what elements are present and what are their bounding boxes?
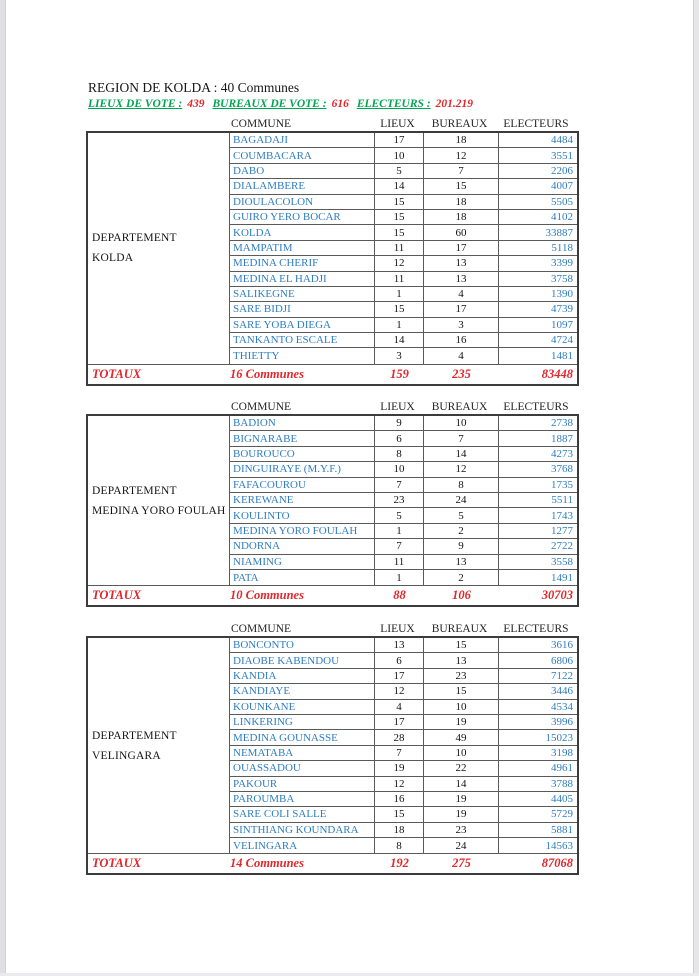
totals-row — [88, 853, 577, 873]
table-row — [230, 715, 577, 730]
electeurs-count-cell: 3558 — [551, 555, 573, 568]
lieux-count-cell: 8 — [375, 447, 424, 461]
electeurs-count-cell: 3616 — [551, 639, 573, 652]
lieux-count-cell: 11 — [375, 272, 424, 286]
electeurs-count-cell: 1887 — [551, 432, 573, 445]
electeurs-count-cell: 2206 — [551, 164, 573, 177]
electeurs-count-cell: 5881 — [551, 823, 573, 836]
commune-name-cell: DIAOBE KABENDOU — [230, 653, 375, 667]
electeurs-count-cell: 5729 — [551, 808, 573, 821]
lieux-count-cell: 3 — [375, 348, 424, 363]
totals-label: TOTAUX — [92, 856, 142, 871]
commune-name-cell: BONCONTO — [230, 638, 375, 652]
electeurs-count-cell: 1491 — [551, 571, 573, 584]
commune-name-cell: VELINGARA — [230, 838, 375, 853]
bureaux-count-cell: 15 — [424, 638, 499, 652]
electeurs-count-cell: 1735 — [551, 478, 573, 491]
table-row — [230, 524, 577, 539]
commune-name-cell: NDORNA — [230, 539, 375, 553]
bureaux-count-cell: 17 — [424, 241, 499, 255]
electeurs-count-cell: 4273 — [551, 447, 573, 460]
totals-lieux: 192 — [390, 856, 409, 871]
column-header-electeurs: ELECTEURS — [503, 623, 569, 635]
commune-name-cell: BADION — [230, 416, 375, 430]
lieux-count-cell: 8 — [375, 838, 424, 853]
table-row — [230, 838, 577, 853]
table-row — [230, 302, 577, 317]
electeurs-count-cell: 1481 — [551, 350, 573, 363]
lieux-count-cell: 12 — [375, 684, 424, 698]
commune-name-cell: OUASSADOU — [230, 761, 375, 775]
lieux-count-cell: 12 — [375, 777, 424, 791]
commune-name-cell: BOUROUCO — [230, 447, 375, 461]
lieux-count-cell: 15 — [375, 225, 424, 239]
department-section-velingara — [86, 622, 579, 875]
commune-name-cell: TANKANTO ESCALE — [230, 333, 375, 347]
table-row — [230, 416, 577, 431]
bureaux-count-cell: 13 — [424, 272, 499, 286]
lieux-count-cell: 1 — [375, 524, 424, 538]
lieux-count-cell: 5 — [375, 508, 424, 522]
totals-bureaux: 235 — [452, 366, 471, 381]
electeurs-count-cell: 7122 — [551, 669, 573, 682]
bureaux-count-cell: 10 — [424, 700, 499, 714]
lieux-count-cell: 7 — [375, 746, 424, 760]
table-row — [230, 272, 577, 287]
bureaux-count-cell: 23 — [424, 823, 499, 837]
table-row — [230, 792, 577, 807]
commune-name-cell: SARE YOBA DIEGA — [230, 318, 375, 332]
electeurs-count-cell: 14563 — [545, 839, 573, 852]
lieux-count-cell: 10 — [375, 148, 424, 162]
bureaux-de-vote-value: 616 — [331, 98, 349, 110]
lieux-de-vote-label: LIEUX DE VOTE : — [88, 98, 183, 110]
lieux-count-cell: 6 — [375, 653, 424, 667]
bureaux-count-cell: 19 — [424, 792, 499, 806]
bureaux-count-cell: 14 — [424, 447, 499, 461]
table-row — [230, 555, 577, 570]
table-row — [230, 539, 577, 554]
electeurs-count-cell: 6806 — [551, 654, 573, 667]
commune-name-cell: SALIKEGNE — [230, 287, 375, 301]
commune-name-cell: SINTHIANG KOUNDARA — [230, 823, 375, 837]
electeurs-count-cell: 4724 — [551, 334, 573, 347]
totals-row — [88, 364, 577, 384]
column-header-row — [86, 622, 579, 636]
column-header-electeurs: ELECTEURS — [503, 118, 569, 130]
table-row — [230, 431, 577, 446]
commune-name-cell: DIALAMBERE — [230, 179, 375, 193]
lieux-de-vote-value: 439 — [187, 98, 205, 110]
totals-lieux: 88 — [393, 588, 406, 603]
bureaux-count-cell: 17 — [424, 302, 499, 316]
table-row — [230, 653, 577, 668]
bureaux-count-cell: 10 — [424, 416, 499, 430]
bureaux-count-cell: 19 — [424, 715, 499, 729]
electeurs-count-cell: 4484 — [551, 134, 573, 147]
commune-name-cell: LINKERING — [230, 715, 375, 729]
bureaux-count-cell: 12 — [424, 462, 499, 476]
bureaux-count-cell: 4 — [424, 287, 499, 301]
bureaux-count-cell: 13 — [424, 653, 499, 667]
bureaux-count-cell: 49 — [424, 730, 499, 744]
table-row — [230, 730, 577, 745]
totals-bureaux: 275 — [452, 856, 471, 871]
column-header-bureaux: BUREAUX — [431, 118, 488, 130]
lieux-count-cell: 23 — [375, 493, 424, 507]
column-header-bureaux: BUREAUX — [431, 623, 488, 635]
commune-name-cell: MAMPATIM — [230, 241, 375, 255]
column-header-row — [86, 117, 579, 131]
commune-name-cell: MEDINA YORO FOULAH — [230, 524, 375, 538]
lieux-count-cell: 1 — [375, 570, 424, 585]
department-label — [88, 416, 230, 585]
electeurs-count-cell: 1277 — [551, 524, 573, 537]
column-header-commune: COMMUNE — [231, 401, 292, 413]
table-row — [230, 570, 577, 585]
lieux-count-cell: 17 — [375, 715, 424, 729]
commune-name-cell: FAFACOUROU — [230, 478, 375, 492]
department-label-line: VELINGARA — [92, 749, 161, 762]
bureaux-count-cell: 7 — [424, 164, 499, 178]
bureaux-count-cell: 23 — [424, 669, 499, 683]
column-header-row — [86, 400, 579, 414]
department-table — [86, 131, 579, 386]
commune-name-cell: SARE BIDJI — [230, 302, 375, 316]
electeurs-label: ELECTEURS : — [356, 98, 431, 110]
bureaux-count-cell: 7 — [424, 431, 499, 445]
lieux-count-cell: 12 — [375, 256, 424, 270]
lieux-count-cell: 15 — [375, 195, 424, 209]
commune-name-cell: DINGUIRAYE (M.Y.F.) — [230, 462, 375, 476]
lieux-count-cell: 4 — [375, 700, 424, 714]
electeurs-count-cell: 4534 — [551, 700, 573, 713]
totals-communes: 14 Communes — [230, 856, 304, 871]
table-row — [230, 241, 577, 256]
department-label-line: DEPARTEMENT — [92, 729, 177, 742]
table-row — [230, 638, 577, 653]
electeurs-count-cell: 3996 — [551, 716, 573, 729]
electeurs-count-cell: 1097 — [551, 318, 573, 331]
table-row — [230, 195, 577, 210]
bureaux-count-cell: 13 — [424, 555, 499, 569]
department-table — [86, 636, 579, 875]
commune-name-cell: THIETTY — [230, 348, 375, 363]
electeurs-count-cell: 3768 — [551, 463, 573, 476]
bureaux-count-cell: 24 — [424, 493, 499, 507]
table-row — [230, 493, 577, 508]
commune-name-cell: MEDINA GOUNASSE — [230, 730, 375, 744]
lieux-count-cell: 11 — [375, 241, 424, 255]
commune-name-cell: KOLDA — [230, 225, 375, 239]
bureaux-count-cell: 8 — [424, 478, 499, 492]
bureaux-count-cell: 13 — [424, 256, 499, 270]
bureaux-count-cell: 60 — [424, 225, 499, 239]
summary-line — [88, 98, 481, 110]
electeurs-count-cell: 3399 — [551, 257, 573, 270]
electeurs-count-cell: 33887 — [545, 226, 573, 239]
commune-name-cell: PATA — [230, 570, 375, 585]
department-label — [88, 133, 230, 364]
scan-edge-left — [0, 0, 6, 976]
commune-name-cell: KANDIA — [230, 669, 375, 683]
table-row — [230, 447, 577, 462]
electeurs-count-cell: 3788 — [551, 777, 573, 790]
table-row — [230, 746, 577, 761]
electeurs-count-cell: 5511 — [551, 494, 573, 507]
page-title: REGION DE KOLDA : 40 Communes — [88, 80, 300, 95]
bureaux-count-cell: 15 — [424, 179, 499, 193]
commune-name-cell: BAGADAJI — [230, 133, 375, 147]
scan-edge-right — [693, 0, 699, 976]
commune-rows — [230, 638, 577, 853]
table-row — [230, 133, 577, 148]
department-label-line: MEDINA YORO FOULAH — [92, 504, 226, 517]
totals-label: TOTAUX — [92, 588, 142, 603]
lieux-count-cell: 6 — [375, 431, 424, 445]
bureaux-count-cell: 19 — [424, 807, 499, 821]
commune-name-cell: DABO — [230, 164, 375, 178]
lieux-count-cell: 15 — [375, 210, 424, 224]
lieux-count-cell: 11 — [375, 555, 424, 569]
column-header-lieux: LIEUX — [380, 623, 415, 635]
electeurs-count-cell: 15023 — [545, 731, 573, 744]
bureaux-count-cell: 24 — [424, 838, 499, 853]
lieux-count-cell: 19 — [375, 761, 424, 775]
lieux-count-cell: 5 — [375, 164, 424, 178]
column-header-electeurs: ELECTEURS — [503, 401, 569, 413]
bureaux-count-cell: 14 — [424, 777, 499, 791]
commune-name-cell: BIGNARABE — [230, 431, 375, 445]
totals-electeurs: 83448 — [541, 366, 573, 381]
commune-name-cell: PAKOUR — [230, 777, 375, 791]
table-row — [230, 508, 577, 523]
bureaux-count-cell: 16 — [424, 333, 499, 347]
electeurs-count-cell: 4007 — [551, 180, 573, 193]
table-row — [230, 700, 577, 715]
column-header-bureaux: BUREAUX — [431, 401, 488, 413]
bureaux-count-cell: 18 — [424, 133, 499, 147]
table-row — [230, 684, 577, 699]
electeurs-count-cell: 3551 — [551, 149, 573, 162]
commune-name-cell: KEREWANE — [230, 493, 375, 507]
department-label — [88, 638, 230, 853]
bureaux-count-cell: 4 — [424, 348, 499, 363]
department-section-medina-yoro-foulah — [86, 400, 579, 607]
column-header-lieux: LIEUX — [380, 401, 415, 413]
bureaux-count-cell: 2 — [424, 570, 499, 585]
table-row — [230, 761, 577, 776]
table-row — [230, 669, 577, 684]
column-header-commune: COMMUNE — [231, 118, 292, 130]
commune-name-cell: PAROUMBA — [230, 792, 375, 806]
lieux-count-cell: 17 — [375, 669, 424, 683]
commune-name-cell: DIOULACOLON — [230, 195, 375, 209]
table-row — [230, 225, 577, 240]
bureaux-count-cell: 3 — [424, 318, 499, 332]
bureaux-de-vote-label: BUREAUX DE VOTE : — [212, 98, 327, 110]
totals-row — [88, 585, 577, 605]
lieux-count-cell: 15 — [375, 302, 424, 316]
electeurs-count-cell: 5118 — [551, 241, 573, 254]
table-row — [230, 164, 577, 179]
commune-name-cell: KANDIAYE — [230, 684, 375, 698]
bureaux-count-cell: 15 — [424, 684, 499, 698]
table-row — [230, 148, 577, 163]
electeurs-count-cell: 4961 — [551, 762, 573, 775]
lieux-count-cell: 15 — [375, 807, 424, 821]
commune-name-cell: KOULINTO — [230, 508, 375, 522]
bureaux-count-cell: 18 — [424, 195, 499, 209]
bureaux-count-cell: 12 — [424, 148, 499, 162]
department-label-line: KOLDA — [92, 252, 134, 265]
commune-name-cell: COUMBACARA — [230, 148, 375, 162]
bureaux-count-cell: 9 — [424, 539, 499, 553]
lieux-count-cell: 1 — [375, 287, 424, 301]
bureaux-count-cell: 2 — [424, 524, 499, 538]
bureaux-count-cell: 10 — [424, 746, 499, 760]
commune-rows — [230, 133, 577, 364]
commune-name-cell: NEMATABA — [230, 746, 375, 760]
lieux-count-cell: 1 — [375, 318, 424, 332]
electeurs-count-cell: 2722 — [551, 540, 573, 553]
commune-name-cell: NIAMING — [230, 555, 375, 569]
department-label-line: DEPARTEMENT — [92, 232, 177, 245]
lieux-count-cell: 28 — [375, 730, 424, 744]
column-header-commune: COMMUNE — [231, 623, 292, 635]
lieux-count-cell: 9 — [375, 416, 424, 430]
department-label-line: DEPARTEMENT — [92, 484, 177, 497]
commune-name-cell: SARE COLI SALLE — [230, 807, 375, 821]
totals-communes: 10 Communes — [230, 588, 304, 603]
totals-electeurs: 30703 — [541, 588, 573, 603]
table-row — [230, 462, 577, 477]
totals-bureaux: 106 — [452, 588, 471, 603]
department-section-kolda — [86, 117, 579, 386]
department-table — [86, 414, 579, 607]
electeurs-count-cell: 1743 — [551, 509, 573, 522]
table-row — [230, 318, 577, 333]
lieux-count-cell: 13 — [375, 638, 424, 652]
electeurs-count-cell: 3446 — [551, 685, 573, 698]
lieux-count-cell: 16 — [375, 792, 424, 806]
table-row — [230, 210, 577, 225]
lieux-count-cell: 17 — [375, 133, 424, 147]
lieux-count-cell: 14 — [375, 333, 424, 347]
column-header-lieux: LIEUX — [380, 118, 415, 130]
table-row — [230, 179, 577, 194]
electeurs-count-cell: 4405 — [551, 793, 573, 806]
table-row — [230, 348, 577, 363]
electeurs-value: 201.219 — [435, 98, 473, 110]
table-row — [230, 823, 577, 838]
electeurs-count-cell: 4102 — [551, 211, 573, 224]
table-row — [230, 777, 577, 792]
table-row — [230, 256, 577, 271]
bureaux-count-cell: 18 — [424, 210, 499, 224]
electeurs-count-cell: 3198 — [551, 746, 573, 759]
lieux-count-cell: 18 — [375, 823, 424, 837]
table-row — [230, 287, 577, 302]
lieux-count-cell: 10 — [375, 462, 424, 476]
totals-communes: 16 Communes — [230, 366, 304, 381]
lieux-count-cell: 7 — [375, 539, 424, 553]
electeurs-count-cell: 4739 — [551, 303, 573, 316]
commune-name-cell: GUIRO YERO BOCAR — [230, 210, 375, 224]
commune-name-cell: MEDINA EL HADJI — [230, 272, 375, 286]
electeurs-count-cell: 3758 — [551, 272, 573, 285]
totals-label: TOTAUX — [92, 366, 142, 381]
table-row — [230, 478, 577, 493]
commune-rows — [230, 416, 577, 585]
totals-electeurs: 87068 — [541, 856, 573, 871]
table-row — [230, 807, 577, 822]
electeurs-count-cell: 2738 — [551, 417, 573, 430]
bureaux-count-cell: 22 — [424, 761, 499, 775]
commune-name-cell: KOUNKANE — [230, 700, 375, 714]
totals-lieux: 159 — [390, 366, 409, 381]
lieux-count-cell: 7 — [375, 478, 424, 492]
electeurs-count-cell: 5505 — [551, 195, 573, 208]
commune-name-cell: MEDINA CHERIF — [230, 256, 375, 270]
lieux-count-cell: 14 — [375, 179, 424, 193]
electeurs-count-cell: 1390 — [551, 288, 573, 301]
table-row — [230, 333, 577, 348]
bureaux-count-cell: 5 — [424, 508, 499, 522]
